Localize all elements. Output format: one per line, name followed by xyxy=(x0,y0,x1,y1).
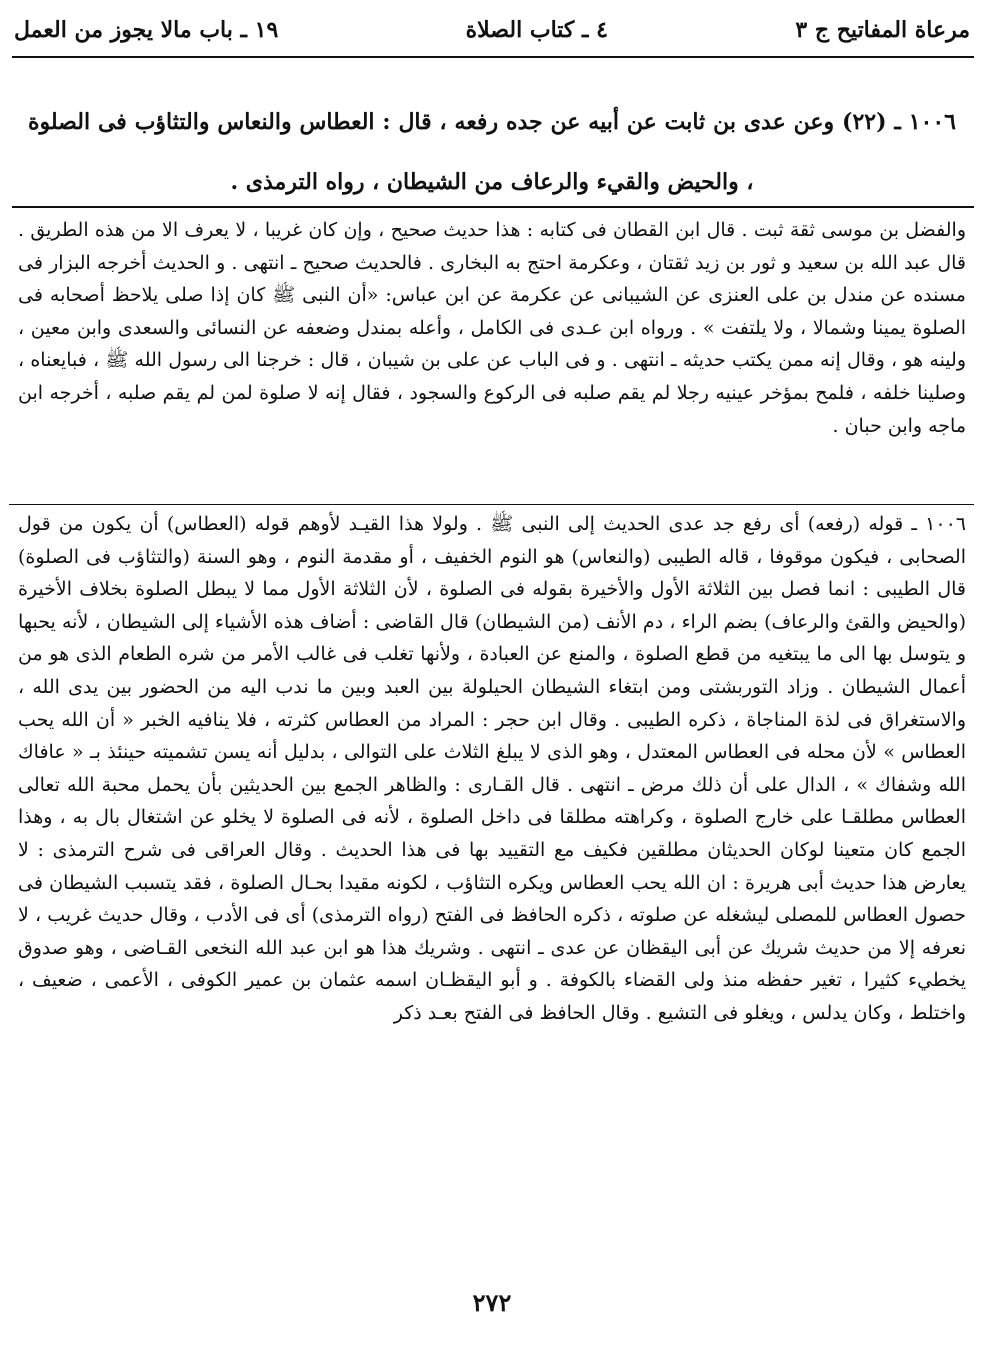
hadith-text: ١٠٠٦ ـ (٢٢) وعن عدى بن ثابت عن أبيه عن جده رفعه ، قال : العطاس والنعاس والتثاؤب فى الصلوة ، والحيض والقيء والرعاف من الشيطان ، رواه الترمذى . xyxy=(28,109,956,195)
commentary-paragraph: ١٠٠٦ ـ قوله (رفعه) أى رفع جد عدى الحديث إلى النبى ﷺ . ولولا هذا القيـد لأوهم قوله (العطاس) أن يكون من قول الصحابى ، فيكون موقوفا ، قاله الطيبى (والنعاس) هو النوم الخفيف ، أو مقدمة النوم ، وهو السنة (والتثاؤب فى الصلوة) قال الطيبى : انما فصل بين الثلاثة الأول والأخيرة بقوله فى الصلوة ، لأن الثلاثة الأول مما لا يبطل الصلوة بخلاف الأخيرة (والحيض والقئ والرعاف) بضم الراء ، دم الأنف (من الشيطان) قال القاضى : أضاف هذه الأشياء إلى الشيطان ، لأنه يحبها و يتوسل بها الى ما يبتغيه من قطع الصلوة ، والمنع عن العبادة ، ولأنها تغلب فى غالب الأمر من شره الطعام الذى هو من أعمال الشيطان . وزاد التوربشتى ومن ابتغاء الشيطان الحيلولة بين العبد وبين ما ندب اليه من الحضور بين يدى الله ، والاستغراق فى لذة المناجاة ، ذكره الطيبى . وقال ابن حجر : المراد من العطاس كثرته ، فلا ينافيه الخبر « أن الله يحب العطاس » لأن محله فى العطاس المعتدل ، وهو الذى لا يبلغ الثلاث على التوالى ، بدليل أنه يسن تشميته حينئذ بـ « عافاك الله وشفاك » ، الدال على أن ذلك مرض ـ انتهى . قال القـارى : والظاهر الجمع بين الحديثين بأن يحمل محبة الله تعالى العطاس مطلقـا على خارج الصلوة ، وكراهته مطلقا فى داخل الصلوة ، لأنه فى الصلوة لا يخلو عن اشتغال بال به ، وهذا الجمع كان متعينا لوكان الحديثان مطلقين فكيف مع التقييد بها فى هذا الحديث . وقال العراقى فى شرح الترمذى : لا يعارض هذا حديث أبى هريرة : ان الله يحب العطاس ويكره التثاؤب ، لكونه مقيدا بحـال الصلوة ، فقد يتسبب الشيطان فى حصول العطاس للمصلى ليشغله عن صلوته ، ذكره الحافظ فى الفتح (رواه الترمذى) أى فى الأدب ، وقال حديث غريب ، لا نعرفه إلا من حديث شريك عن أبى اليقظان عن عدى ـ انتهى . وشريك هذا هو ابن عبد الله النخعى القـاضى ، وهو صدوق يخطيء كثيرا ، تغير حفظه منذ ولى القضاء بالكوفة . و أبو اليقظـان اسمه عثمان بن عمير الكوفى ، الأعمى ، ضعيف ، واختلط ، وكان يدلس ، ويغلو فى التشيع . وقال الحافظ فى الفتح بعـد ذكر xyxy=(18,513,966,1024)
header-rule xyxy=(12,56,974,58)
takhrij-text xyxy=(18,214,966,442)
hadith-divider xyxy=(12,206,974,208)
book-title: مرعاة المفاتيح ج ٣ xyxy=(795,17,970,43)
commentary-divider xyxy=(9,504,974,505)
chapter-title: ٤ ـ كتاب الصلاة xyxy=(465,17,608,43)
section-title: ١٩ ـ باب مالا يجوز من العمل xyxy=(14,17,279,43)
commentary-text xyxy=(18,508,966,1030)
page-number: ٢٧٢ xyxy=(472,1288,512,1317)
takhrij-paragraph: والفضل بن موسى ثقة ثبت . قال ابن القطان فى كتابه : هذا حديث صحيح ، وإن كان غريبا ، لا يعرف الا من هذه الطريق . قال عبد الله بن سعيد و ثور بن زيد ثقتان ، وعكرمة احتج به البخارى . فالحديث صحيح ـ انتهى . و الحديث أخرجه البزار فى مسنده عن مندل بن على العنزى عن الشيبانى عن عكرمة عن ابن عباس: «أن النبى ﷺ كان إذا صلى يلاحظ أصحابه فى الصلوة يمينا وشمالا ، ولا يلتفت » . ورواه ابن عـدى فى الكامل ، وأعله بمندل وضعفه عن النسائى والسعدى وابن معين ، ولينه هو ، وقال إنه ممن يكتب حديثه ـ انتهى . و فى الباب عن على بن شيبان ، قال : خرجنا الى رسول الله ﷺ ، فبايعناه ، وصلينا خلفه ، فلمح بمؤخر عينيه رجلا لم يقم صلبه فى الركوع والسجود ، فقال إنه لا صلوة لمن لم يقم صلبه ، أخرجه ابن ماجه وابن حبان . xyxy=(18,219,966,437)
running-header xyxy=(14,12,970,48)
